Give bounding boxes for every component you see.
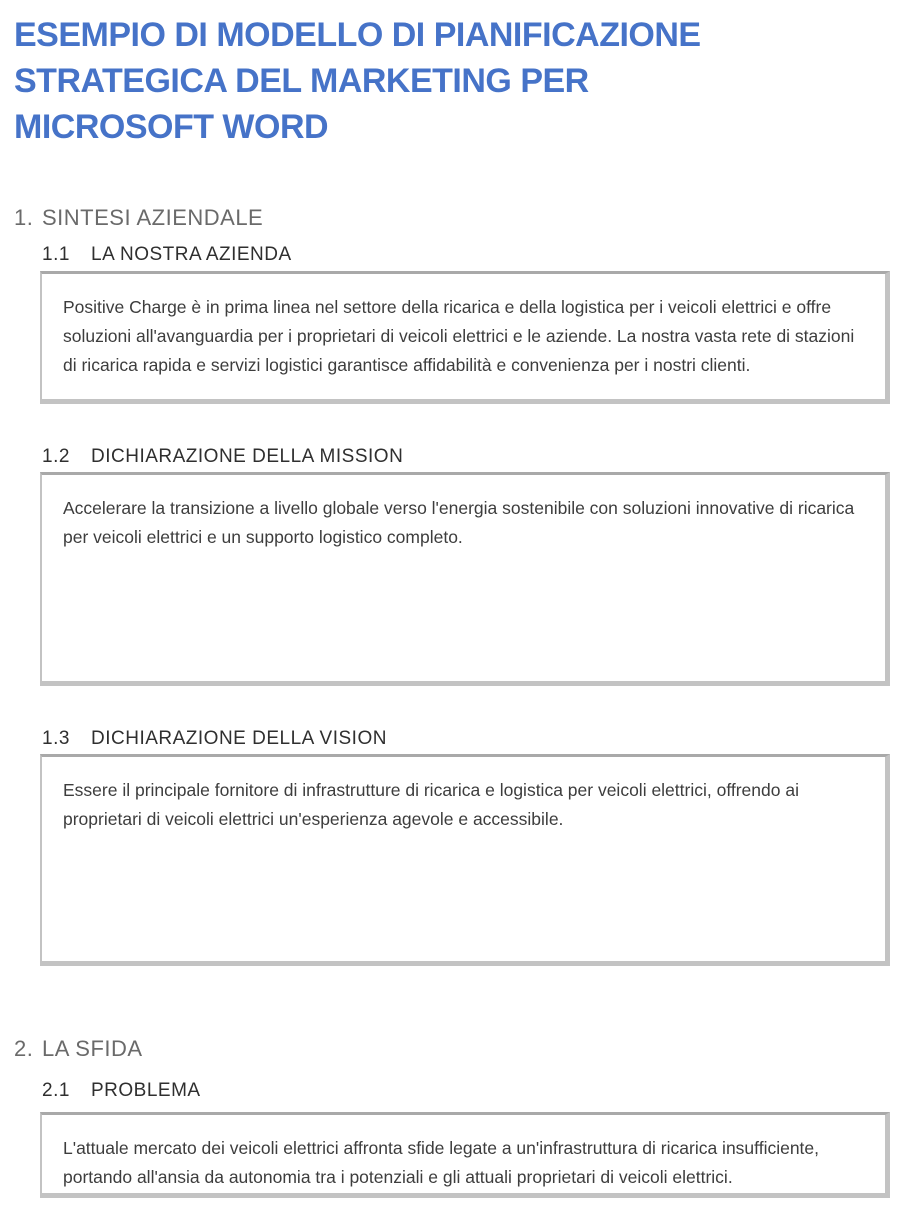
company-overview-text: Positive Charge è in prima linea nel settore della ricarica e della logistica per i veicoli elettrici e offre soluzioni all'avanguardia per i proprietari di veicoli elettrici e le aziende. La nostra vasta rete di stazioni di ricarica rapida e servizi logistici garantisce affidabilità e convenienza per i nostri clienti. [63, 297, 855, 375]
mission-statement-text: Accelerare la transizione a livello globale verso l'energia sostenibile con soluzioni innovative di ricarica per veicoli elettrici e un supporto logistico completo. [63, 498, 855, 547]
section-heading-la-sfida [14, 1036, 905, 1062]
problem-statement-textbox[interactable] [40, 1112, 890, 1198]
problem-statement-text: L'attuale mercato dei veicoli elettrici affronta sfide legate a un'infrastruttura di ricarica insufficiente, portando all'ansia da autonomia tra i potenziali e gli attuali proprietari di veicoli elettrici. [63, 1138, 820, 1187]
word-document-page [0, 12, 905, 1221]
subsection-heading-la-nostra-azienda [42, 244, 905, 266]
document-title-line-3: MICROSOFT WORD [14, 108, 329, 146]
subsection-heading-problema [42, 1080, 905, 1102]
subsection-number: 1.1 [42, 244, 70, 265]
vision-statement-textbox[interactable] [40, 754, 890, 966]
section-heading-label: LA SFIDA [42, 1036, 143, 1061]
subsection-heading-label: LA NOSTRA AZIENDA [91, 244, 292, 265]
document-title-line-1: ESEMPIO DI MODELLO DI PIANIFICAZIONE [14, 16, 701, 54]
subsection-heading-label: DICHIARAZIONE DELLA VISION [91, 728, 387, 749]
document-title [14, 12, 854, 150]
subsection-heading-mission [42, 446, 905, 468]
mission-statement-textbox[interactable] [40, 472, 890, 686]
subsection-number: 1.3 [42, 728, 70, 749]
subsection-heading-label: PROBLEMA [91, 1080, 201, 1101]
section-number: 2. [14, 1036, 34, 1061]
subsection-heading-label: DICHIARAZIONE DELLA MISSION [91, 446, 404, 467]
subsection-number: 2.1 [42, 1080, 70, 1101]
section-number: 1. [14, 205, 34, 230]
section-heading-label: SINTESI AZIENDALE [42, 205, 264, 230]
subsection-heading-vision [42, 728, 905, 750]
document-title-line-2: STRATEGICA DEL MARKETING PER [14, 62, 589, 100]
section-heading-sintesi-aziendale [14, 205, 905, 231]
subsection-number: 1.2 [42, 446, 70, 467]
company-overview-textbox[interactable] [40, 271, 890, 404]
vision-statement-text: Essere il principale fornitore di infrastrutture di ricarica e logistica per veicoli elettrici, offrendo ai proprietari di veicoli elettrici un'esperienza agevole e accessibile. [63, 780, 799, 829]
